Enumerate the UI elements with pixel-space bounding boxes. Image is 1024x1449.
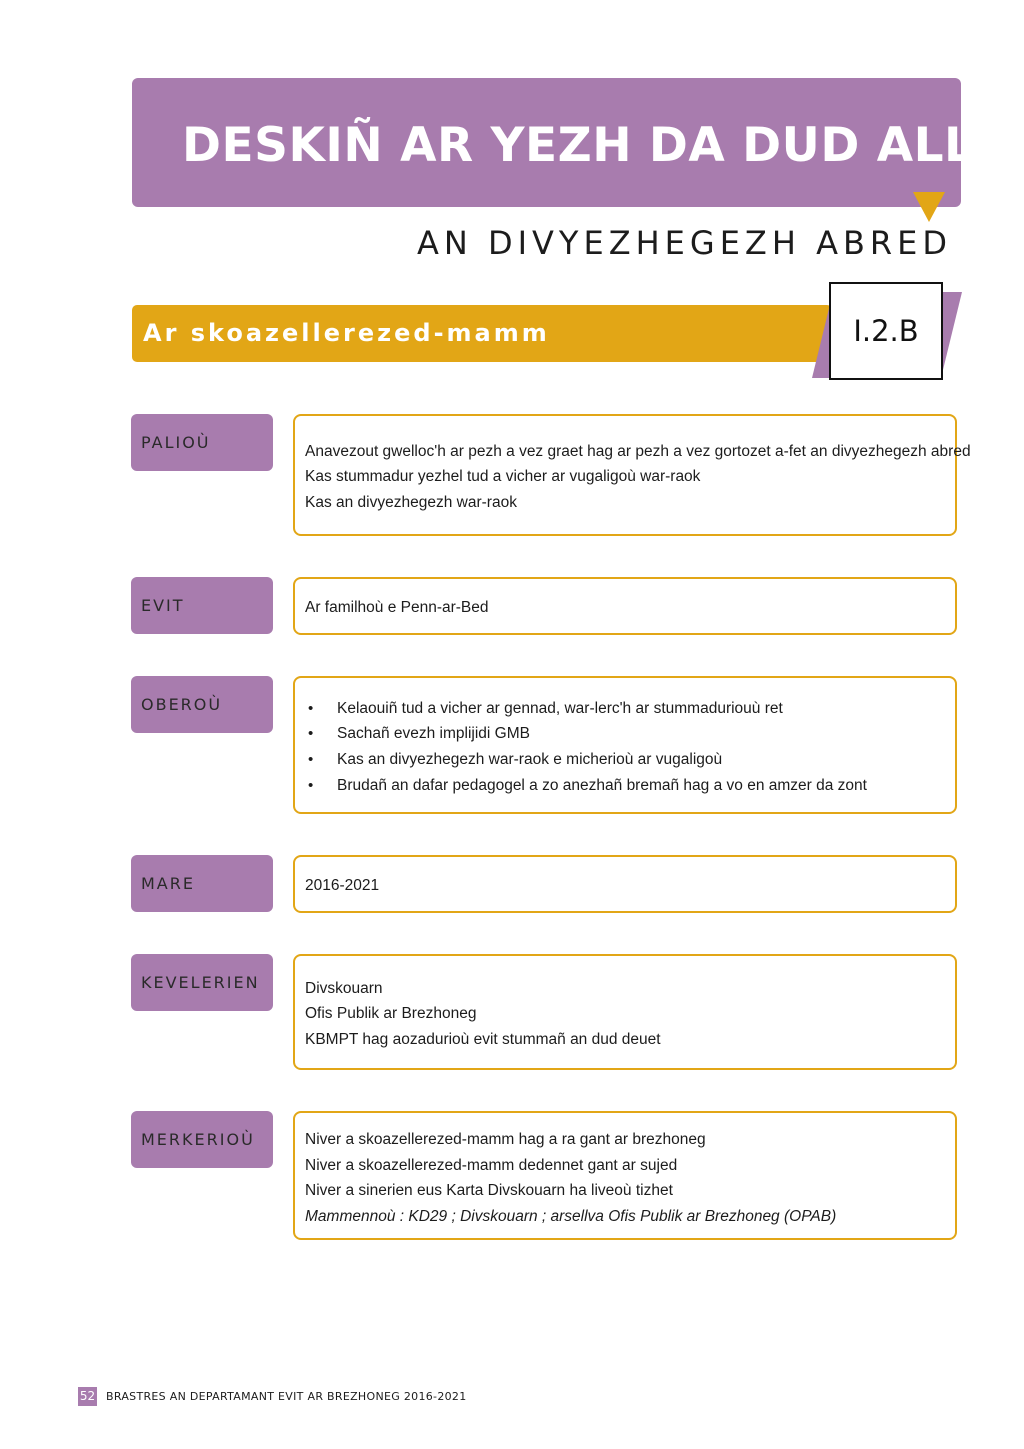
list-item-text: Kelaouiñ tud a vicher ar gennad, war-lerc'h ar stummaduriouù ret <box>337 700 783 717</box>
page-title: DESKIÑ AR YEZH DA DUD ALL <box>182 118 975 173</box>
triangle-marker-icon <box>913 192 945 222</box>
content-mare <box>293 855 957 913</box>
section-title: Ar skoazellerezed-mamm <box>143 319 550 347</box>
footer-text: BRASTRES AN DEPARTAMANT EVIT AR BREZHONEG 2016-2021 <box>106 1390 467 1403</box>
text-line: Divskouarn <box>305 980 383 997</box>
label-text: KEVELERIEN <box>141 973 260 992</box>
section-code: I.2.B <box>853 314 919 348</box>
text-line: Niver a sinerien eus Karta Divskouarn ha liveoù tizhet <box>305 1182 673 1199</box>
label-evit <box>131 577 273 634</box>
list-item-text: Brudañ an dafar pedagogel a zo anezhañ bremañ hag a vo en amzer da zont <box>337 777 867 794</box>
text-line: Kas an divyezhegezh war-raok <box>305 494 517 511</box>
label-palioù <box>131 414 273 471</box>
text-line: Kas stummadur yezhel tud a vicher ar vugaligoù war-raok <box>305 468 701 485</box>
label-text: MARE <box>141 874 195 893</box>
text-line: Niver a skoazellerezed-mamm hag a ra gant ar brezhoneg <box>305 1131 706 1148</box>
label-text: PALIOÙ <box>141 433 211 452</box>
label-kevelerien <box>131 954 273 1011</box>
label-text: OBEROÙ <box>141 695 223 714</box>
text-line: Ofis Publik ar Brezhoneg <box>305 1005 477 1022</box>
label-text: MERKERIOÙ <box>141 1130 255 1149</box>
text-line: Niver a skoazellerezed-mamm dedennet gant ar sujed <box>305 1157 678 1174</box>
bullet-icon: • <box>308 725 314 742</box>
page-subtitle: AN DIVYEZHEGEZH ABRED <box>416 224 952 262</box>
content-merkerioù <box>293 1111 957 1240</box>
content-evit <box>293 577 957 635</box>
bullet-icon: • <box>308 700 314 717</box>
list-item-text: Kas an divyezhegezh war-raok e micherioù ar vugaligoù <box>337 751 723 768</box>
section-code-box <box>829 282 943 380</box>
bullet-icon: • <box>308 777 314 794</box>
page-number: 52 <box>78 1387 97 1406</box>
bullet-icon: • <box>308 751 314 768</box>
title-banner <box>132 78 975 207</box>
text-line: KBMPT hag aozadurioù evit stummañ an dud deuet <box>305 1031 661 1048</box>
text-line: Anavezout gwelloc'h ar pezh a vez graet hag ar pezh a vez gortozet a-fet an divyezhegezh abred <box>305 443 971 460</box>
text-line: 2016-2021 <box>305 877 380 894</box>
label-merkerioù <box>131 1111 273 1168</box>
content-palioù <box>293 414 971 536</box>
label-mare <box>131 855 273 912</box>
content-kevelerien <box>293 954 957 1070</box>
source-line: Mammennoù : KD29 ; Divskouarn ; arsellva Ofis Publik ar Brezhoneg (OPAB) <box>305 1208 837 1225</box>
list-item-text: Sachañ evezh implijidi GMB <box>337 725 530 742</box>
label-oberoù <box>131 676 273 733</box>
label-text: EVIT <box>141 596 185 615</box>
section-bar <box>132 305 832 362</box>
content-oberoù <box>293 676 957 814</box>
text-line: Ar familhoù e Penn-ar-Bed <box>305 599 489 616</box>
